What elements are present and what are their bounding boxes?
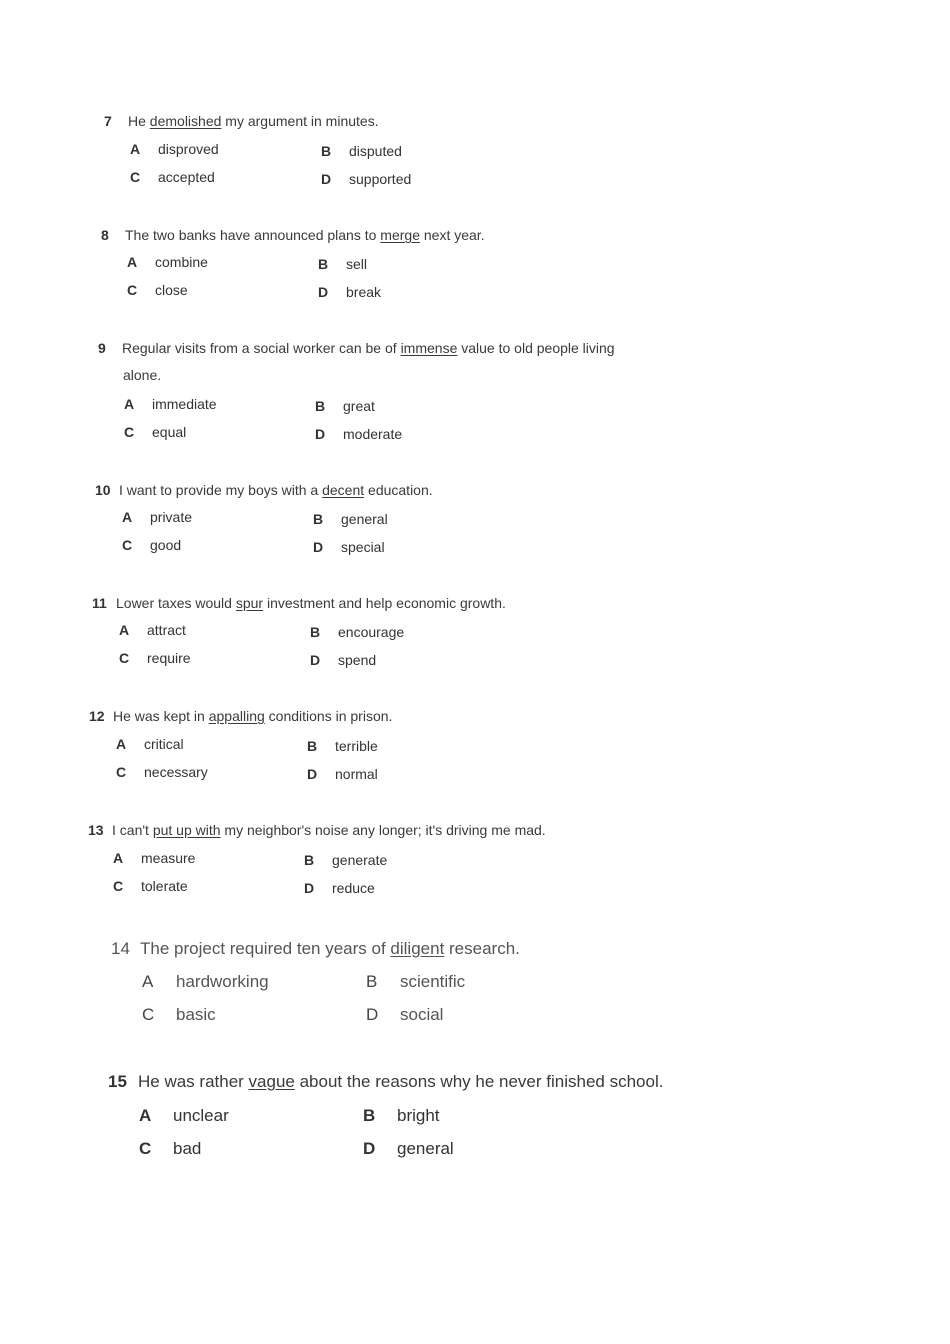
option-text: combine bbox=[155, 254, 208, 270]
option-letter: C bbox=[122, 537, 133, 553]
option-letter: A bbox=[130, 141, 141, 157]
option-text: bad bbox=[173, 1139, 202, 1158]
option-letter: C bbox=[124, 424, 135, 440]
option-letter: B bbox=[318, 256, 329, 272]
option-letter: D bbox=[363, 1139, 376, 1158]
target-word: merge bbox=[380, 227, 420, 243]
option-letter: B bbox=[304, 852, 315, 868]
option-text: immediate bbox=[152, 396, 217, 412]
option-a[interactable] bbox=[127, 254, 208, 270]
option-a[interactable] bbox=[142, 972, 269, 992]
option-letter: A bbox=[116, 736, 127, 752]
option-text: reduce bbox=[332, 880, 375, 896]
option-d[interactable] bbox=[313, 539, 385, 555]
option-text: great bbox=[343, 398, 375, 414]
option-letter: D bbox=[313, 539, 324, 555]
option-text: general bbox=[397, 1139, 454, 1158]
stem-after: about the reasons why he never finished school. bbox=[294, 1072, 664, 1091]
option-letter: A bbox=[127, 254, 138, 270]
option-text: scientific bbox=[400, 972, 466, 991]
option-letter: C bbox=[139, 1139, 152, 1158]
option-text: necessary bbox=[144, 764, 208, 780]
option-text: break bbox=[346, 284, 382, 300]
option-letter: C bbox=[119, 650, 130, 666]
option-letter: B bbox=[366, 972, 378, 991]
option-a[interactable] bbox=[116, 736, 184, 752]
option-letter: B bbox=[315, 398, 326, 414]
stem-before: Lower taxes would bbox=[116, 595, 236, 611]
option-text: generate bbox=[332, 852, 388, 868]
question-stem bbox=[89, 708, 392, 724]
option-c[interactable] bbox=[119, 650, 191, 666]
option-letter: D bbox=[307, 766, 318, 782]
option-letter: B bbox=[313, 511, 324, 527]
option-c[interactable] bbox=[122, 537, 181, 553]
option-text: disputed bbox=[349, 143, 402, 159]
option-d[interactable] bbox=[363, 1139, 454, 1159]
option-text: normal bbox=[335, 766, 378, 782]
option-c[interactable] bbox=[124, 424, 186, 440]
option-b[interactable] bbox=[304, 852, 387, 868]
option-text: require bbox=[147, 650, 191, 666]
option-letter: D bbox=[310, 652, 321, 668]
option-b[interactable] bbox=[318, 256, 367, 272]
option-b[interactable] bbox=[363, 1106, 440, 1126]
target-word: diligent bbox=[390, 939, 445, 958]
option-d[interactable] bbox=[315, 426, 402, 442]
option-text: basic bbox=[176, 1005, 216, 1024]
option-letter: D bbox=[315, 426, 326, 442]
stem-before: The project required ten years of bbox=[140, 939, 391, 958]
option-letter: A bbox=[142, 972, 154, 991]
question-stem bbox=[101, 227, 485, 243]
option-b[interactable] bbox=[315, 398, 375, 414]
option-b[interactable] bbox=[321, 143, 402, 159]
question-number: 11 bbox=[92, 595, 107, 611]
stem-before: I want to provide my boys with a bbox=[119, 482, 323, 498]
stem-continuation: alone. bbox=[123, 367, 162, 383]
option-letter: B bbox=[363, 1106, 376, 1125]
stem-before: He was kept in bbox=[113, 708, 209, 724]
option-text: attract bbox=[147, 622, 186, 638]
question-stem bbox=[104, 113, 379, 129]
option-text: moderate bbox=[343, 426, 403, 442]
option-letter: C bbox=[142, 1005, 155, 1024]
option-a[interactable] bbox=[113, 850, 195, 866]
option-text: supported bbox=[349, 171, 412, 187]
option-letter: B bbox=[307, 738, 318, 754]
option-text: accepted bbox=[158, 169, 215, 185]
option-letter: A bbox=[139, 1106, 152, 1125]
target-word: vague bbox=[248, 1072, 295, 1091]
option-b[interactable] bbox=[307, 738, 378, 754]
option-letter: C bbox=[113, 878, 124, 894]
option-text: general bbox=[341, 511, 388, 527]
stem-after: value to old people living bbox=[457, 340, 615, 356]
option-c[interactable] bbox=[130, 169, 215, 185]
question-stem bbox=[88, 822, 546, 838]
stem-after: my neighbor's noise any longer; it's driving me mad. bbox=[220, 822, 546, 838]
option-letter: D bbox=[304, 880, 315, 896]
option-c[interactable] bbox=[113, 878, 188, 894]
option-a[interactable] bbox=[122, 509, 192, 525]
option-b[interactable] bbox=[313, 511, 388, 527]
option-a[interactable] bbox=[124, 396, 217, 412]
option-text: terrible bbox=[335, 738, 378, 754]
question-stem bbox=[98, 340, 615, 356]
option-text: close bbox=[155, 282, 188, 298]
option-letter: C bbox=[130, 169, 141, 185]
stem-after: next year. bbox=[419, 227, 485, 243]
stem-after: investment and help economic growth. bbox=[263, 595, 506, 611]
question-number: 10 bbox=[95, 482, 111, 498]
option-letter: A bbox=[113, 850, 124, 866]
option-text: encourage bbox=[338, 624, 405, 640]
question-number: 9 bbox=[98, 340, 106, 356]
target-word: immense bbox=[400, 340, 458, 356]
option-letter: D bbox=[366, 1005, 379, 1024]
option-text: spend bbox=[338, 652, 377, 668]
question-stem bbox=[111, 939, 520, 959]
option-text: special bbox=[341, 539, 385, 555]
question-number: 8 bbox=[101, 227, 109, 243]
option-text: critical bbox=[144, 736, 184, 752]
question-stem bbox=[95, 482, 433, 498]
option-text: hardworking bbox=[176, 972, 269, 991]
option-a[interactable] bbox=[119, 622, 186, 638]
option-d[interactable] bbox=[366, 1005, 443, 1025]
option-text: good bbox=[150, 537, 182, 553]
option-a[interactable] bbox=[139, 1106, 229, 1126]
stem-after: research. bbox=[444, 939, 520, 958]
option-d[interactable] bbox=[307, 766, 378, 782]
option-text: sell bbox=[346, 256, 368, 272]
option-b[interactable] bbox=[366, 972, 465, 992]
option-c[interactable] bbox=[142, 1005, 216, 1025]
target-word: decent bbox=[322, 482, 365, 498]
question-number: 14 bbox=[111, 939, 130, 958]
option-c[interactable] bbox=[116, 764, 208, 780]
question-number: 12 bbox=[89, 708, 105, 724]
target-word: appalling bbox=[208, 708, 265, 724]
stem-after: conditions in prison. bbox=[264, 708, 393, 724]
option-letter: C bbox=[116, 764, 127, 780]
target-word: put up with bbox=[152, 822, 221, 838]
stem-before: The two banks have announced plans to bbox=[125, 227, 381, 243]
stem-before: He was rather bbox=[138, 1072, 249, 1091]
option-a[interactable] bbox=[130, 141, 219, 157]
option-c[interactable] bbox=[127, 282, 188, 298]
option-c[interactable] bbox=[139, 1139, 201, 1159]
option-d[interactable] bbox=[304, 880, 375, 896]
option-letter: A bbox=[122, 509, 133, 525]
option-text: unclear bbox=[173, 1106, 229, 1125]
option-text: bright bbox=[397, 1106, 440, 1125]
stem-before: Regular visits from a social worker can be of bbox=[122, 340, 401, 356]
stem-before: I can't bbox=[112, 822, 153, 838]
option-text: tolerate bbox=[141, 878, 188, 894]
option-text: social bbox=[400, 1005, 444, 1024]
option-b[interactable] bbox=[310, 624, 404, 640]
option-letter: D bbox=[321, 171, 332, 187]
option-d[interactable] bbox=[318, 284, 381, 300]
option-text: equal bbox=[152, 424, 187, 440]
target-word: spur bbox=[235, 595, 264, 611]
target-word: demolished bbox=[149, 113, 222, 129]
stem-before: He bbox=[128, 113, 150, 129]
option-letter: C bbox=[127, 282, 138, 298]
option-letter: D bbox=[318, 284, 329, 300]
option-text: disproved bbox=[158, 141, 219, 157]
question-number: 15 bbox=[108, 1072, 127, 1091]
option-text: measure bbox=[141, 850, 196, 866]
option-letter: A bbox=[119, 622, 130, 638]
option-d[interactable] bbox=[310, 652, 376, 668]
question-stem bbox=[108, 1072, 663, 1092]
option-letter: B bbox=[310, 624, 321, 640]
stem-after: my argument in minutes. bbox=[221, 113, 379, 129]
option-letter: B bbox=[321, 143, 332, 159]
question-stem bbox=[92, 595, 506, 611]
option-text: private bbox=[150, 509, 193, 525]
question-number: 13 bbox=[88, 822, 104, 838]
stem-after: education. bbox=[364, 482, 433, 498]
option-d[interactable] bbox=[321, 171, 411, 187]
option-letter: A bbox=[124, 396, 135, 412]
question-number: 7 bbox=[104, 113, 112, 129]
